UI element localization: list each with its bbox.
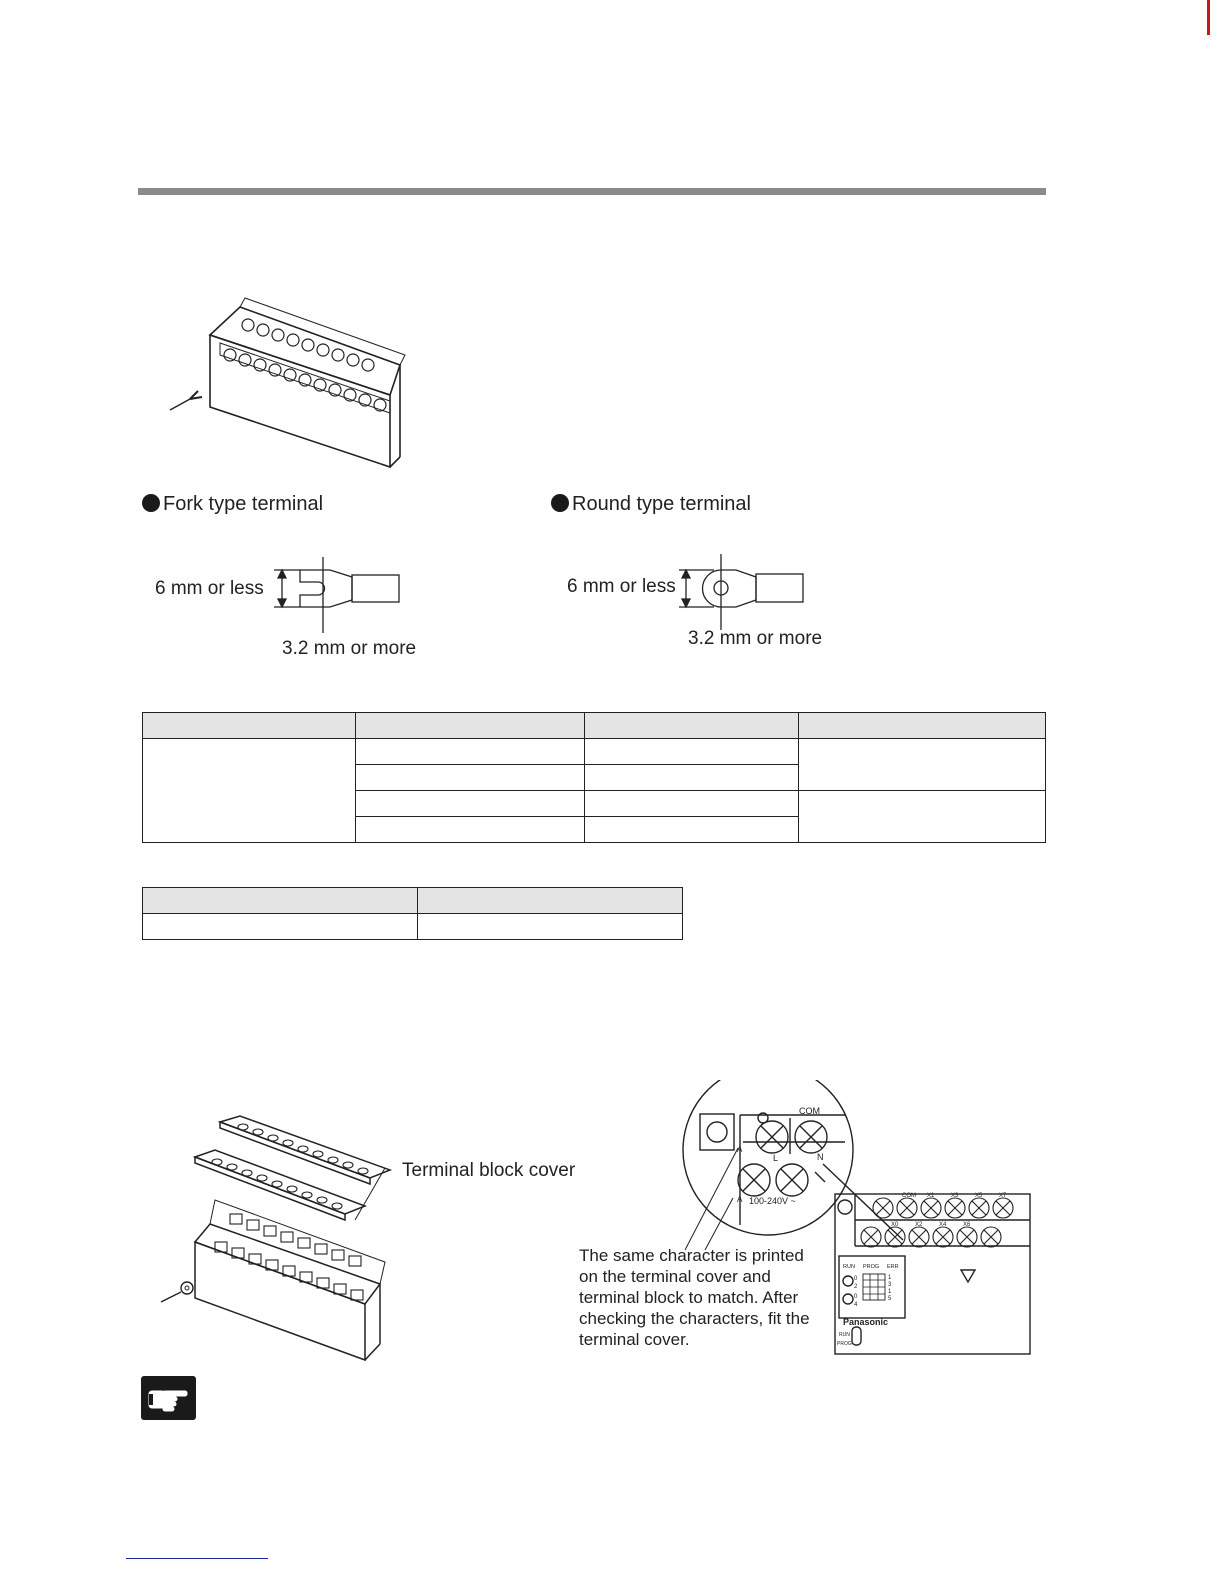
- wire-spec-table: [142, 712, 1046, 843]
- table-row: [143, 739, 1046, 765]
- table-header-cell: [143, 713, 356, 739]
- marking-neutral: N: [817, 1152, 824, 1162]
- round-hole-label: 3.2 mm or more: [688, 628, 823, 649]
- digit-3: 3: [888, 1282, 892, 1288]
- footer-link-underline[interactable]: [126, 1558, 268, 1559]
- fork-hole-label: 3.2 mm or more: [282, 638, 417, 659]
- table-row: [143, 914, 683, 940]
- marking-voltage: 100-240V ~: [749, 1196, 796, 1206]
- marking-com: COM: [799, 1106, 820, 1116]
- marking-x6: X6: [963, 1222, 971, 1228]
- marking-x2: X2: [915, 1222, 923, 1228]
- marking-x3: X3: [951, 1193, 959, 1199]
- switch-prog-label: PROG: [837, 1341, 852, 1347]
- terminal-cover-exploded-illustration: [155, 1112, 395, 1362]
- table-cell: [585, 739, 799, 765]
- led-run-label: RUN: [843, 1264, 855, 1270]
- digit-2: 2: [854, 1284, 858, 1290]
- marking-letter-a: A: [737, 1145, 743, 1154]
- cover-matching-note: The same character is printed on the terminal cover and terminal block to match. After checking the characters, fit the terminal cover.: [579, 1246, 810, 1349]
- round-width-label: 6 mm or less: [567, 576, 676, 597]
- table-header-cell: [143, 888, 418, 914]
- marking-line: L: [773, 1153, 779, 1163]
- table-cell: [355, 817, 585, 843]
- marking-x0: X0: [891, 1222, 899, 1228]
- edge-marker-bar: [1207, 0, 1210, 35]
- digit-5: 5: [888, 1296, 892, 1302]
- marking-x1: X1: [927, 1193, 935, 1199]
- digit-0: 0: [854, 1294, 858, 1300]
- table-header-cell: [799, 713, 1046, 739]
- table-cell: [355, 791, 585, 817]
- fork-terminal-title: Fork type terminal: [142, 493, 323, 516]
- terminal-cover-label: Terminal block cover: [402, 1160, 576, 1181]
- round-terminal-drawing: [676, 552, 811, 632]
- digit-0: 0: [854, 1276, 858, 1282]
- table-cell: [799, 791, 1046, 843]
- table-cell: [355, 739, 585, 765]
- table-cell: [585, 791, 799, 817]
- marking-x4: X4: [939, 1222, 947, 1228]
- terminal-block-illustration: [160, 295, 410, 470]
- table-cell: [799, 739, 1046, 791]
- table-header-row: [143, 888, 683, 914]
- table-header-cell: [585, 713, 799, 739]
- marking-com: COM: [902, 1193, 916, 1199]
- table-header-row: [143, 713, 1046, 739]
- table-cell: [143, 739, 356, 843]
- tool-table: [142, 887, 683, 940]
- led-prog-label: PROG: [863, 1264, 880, 1270]
- table-cell: [585, 817, 799, 843]
- digit-1: 1: [888, 1289, 892, 1295]
- table-cell: [355, 765, 585, 791]
- digit-4: 4: [854, 1302, 858, 1308]
- table-cell: [143, 914, 418, 940]
- marking-x5: X5: [975, 1193, 983, 1199]
- fork-terminal-drawing: [270, 555, 410, 635]
- led-err-label: ERR: [887, 1264, 899, 1270]
- marking-letter-a: A: [737, 1195, 743, 1204]
- section-header-rule: [138, 188, 1046, 195]
- table-header-cell: [418, 888, 683, 914]
- table-cell: [585, 765, 799, 791]
- switch-run-label: RUN: [839, 1332, 850, 1338]
- round-terminal-title: Round type terminal: [551, 493, 751, 516]
- digit-1: 1: [888, 1275, 892, 1281]
- marking-x7: X7: [999, 1193, 1007, 1199]
- fork-width-label: 6 mm or less: [155, 578, 264, 599]
- table-header-cell: [355, 713, 585, 739]
- table-cell: [418, 914, 683, 940]
- hand-pointer-icon: [141, 1376, 196, 1420]
- brand-label: Panasonic: [843, 1317, 889, 1327]
